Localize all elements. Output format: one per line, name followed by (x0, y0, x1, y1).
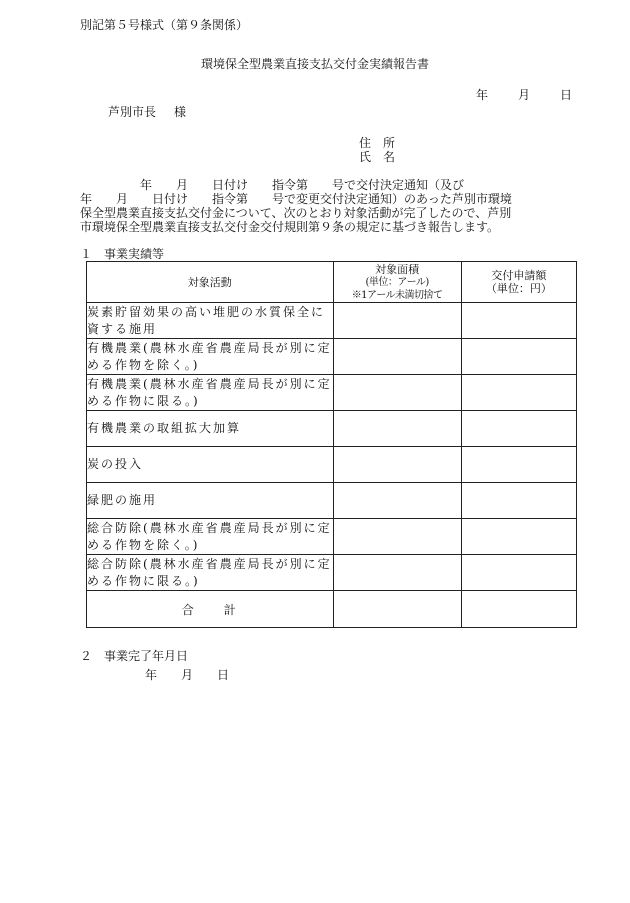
activity-cell: 緑肥の施用 (87, 483, 334, 519)
table-row (87, 339, 577, 375)
activity-cell: 有機農業の取組拡大加算 (87, 411, 334, 447)
report-date-year: 年 (476, 88, 489, 102)
addressee-name: 芦別市長 (108, 105, 157, 119)
table-row (87, 483, 577, 519)
area-cell[interactable] (333, 411, 461, 447)
document-title: 環境保全型農業直接支払交付金実績報告書 (200, 57, 429, 71)
area-cell[interactable] (333, 483, 461, 519)
area-cell[interactable] (333, 303, 461, 339)
report-date (476, 86, 572, 103)
amount-cell[interactable] (461, 447, 576, 483)
addressee (108, 103, 186, 120)
amount-cell[interactable] (461, 483, 576, 519)
body-line: 年 月 日付け 指令第 号で変更交付決定通知）のあった芦別市環境 (80, 192, 512, 206)
amount-cell[interactable] (461, 411, 576, 447)
header-area-line3: ※1アール未満切捨て (351, 289, 443, 301)
total-amount-cell[interactable] (461, 591, 576, 628)
applicant-address-label: 住 所 (359, 136, 396, 150)
section-2-heading: ２ 事業完了年月日 (80, 649, 189, 663)
header-amount-line2: （単位：円） (485, 282, 552, 295)
area-cell[interactable] (333, 339, 461, 375)
area-cell[interactable] (333, 519, 461, 555)
amount-cell[interactable] (461, 303, 576, 339)
area-cell[interactable] (333, 375, 461, 411)
header-area-line2: (単位：アール) (365, 276, 429, 288)
activity-cell: 有機農業(農林水産省農産局長が別に定める作物を除く。) (87, 339, 334, 375)
activity-cell: 炭素貯留効果の高い堆肥の水質保全に資する施用 (87, 303, 334, 339)
table-row (87, 555, 577, 591)
amount-cell[interactable] (461, 339, 576, 375)
area-cell[interactable] (333, 555, 461, 591)
table-row (87, 375, 577, 411)
completion-date: 年 月 日 (145, 668, 230, 682)
amount-cell[interactable] (461, 519, 576, 555)
table-row (87, 519, 577, 555)
report-date-day: 日 (560, 88, 573, 102)
activity-cell: 有機農業(農林水産省農産局長が別に定める作物に限る。) (87, 375, 334, 411)
body-line: 保全型農業直接支払交付金について、次のとおり対象活動が完了したので、芦別 (80, 206, 512, 220)
body-paragraph (80, 178, 556, 234)
table-total-row (87, 591, 577, 628)
total-area-cell[interactable] (333, 591, 461, 628)
amount-cell[interactable] (461, 375, 576, 411)
amount-cell[interactable] (461, 555, 576, 591)
table-row (87, 447, 577, 483)
activity-cell: 総合防除(農林水産省農産局長が別に定める作物を除く。) (87, 519, 334, 555)
header-amount (461, 262, 576, 303)
report-date-month: 月 (518, 88, 531, 102)
body-line: 年 月 日付け 指令第 号で交付決定通知（及び (80, 178, 465, 192)
activity-cell: 炭の投入 (87, 447, 334, 483)
table-row (87, 303, 577, 339)
total-label: 合 計 (87, 591, 334, 628)
section-1-heading: １ 事業実績等 (80, 247, 165, 261)
applicant-name-label: 氏 名 (359, 150, 396, 164)
results-table (86, 261, 577, 628)
addressee-honorific: 様 (174, 105, 187, 119)
table-header-row (87, 262, 577, 303)
area-cell[interactable] (333, 447, 461, 483)
header-area (333, 262, 461, 303)
header-area-line1: 対象面積 (375, 262, 420, 276)
form-number: 別記第５号様式（第９条関係） (80, 18, 249, 32)
header-activity: 対象活動 (87, 262, 334, 303)
activity-cell: 総合防除(農林水産省農産局長が別に定める作物に限る。) (87, 555, 334, 591)
body-line: 市環境保全型農業直接支払交付金交付規則第９条の規定に基づき報告します。 (80, 220, 500, 234)
table-row (87, 411, 577, 447)
header-amount-line1: 交付申請額 (491, 269, 547, 282)
